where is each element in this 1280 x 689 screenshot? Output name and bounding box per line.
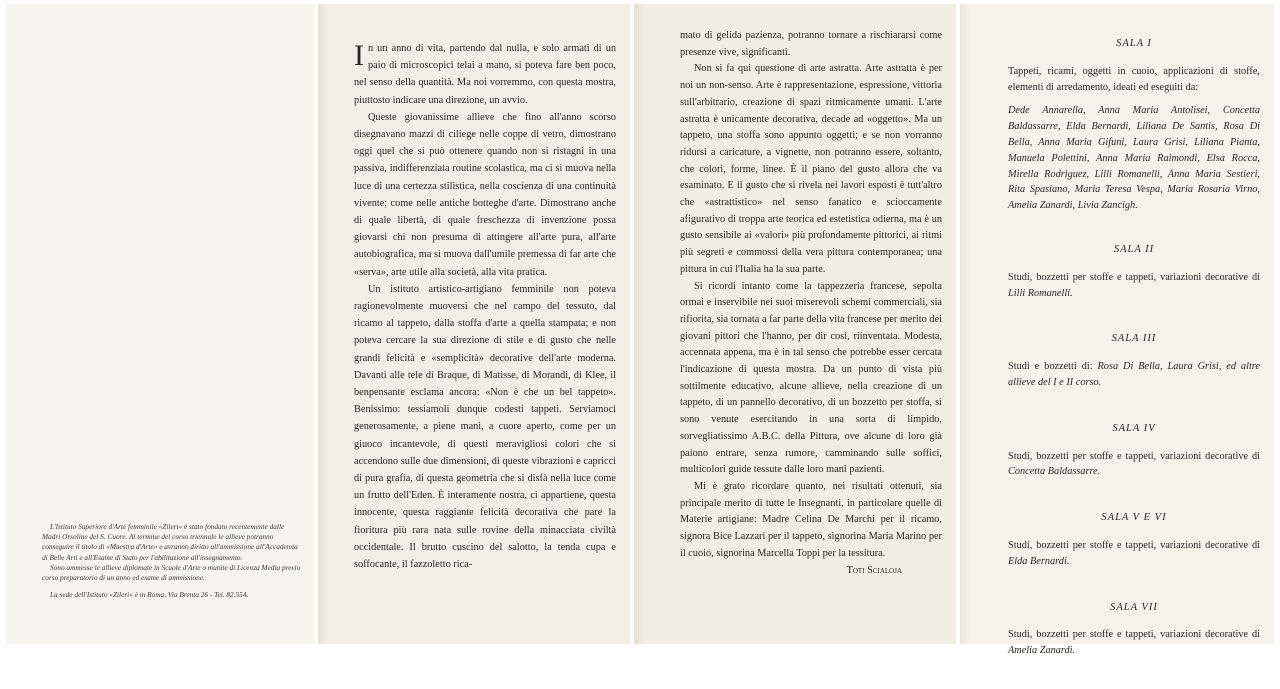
room-desc-text: Studi, bozzetti per stoffe e tappeti, variazioni decorative di xyxy=(1008,450,1260,462)
fold-shadow xyxy=(634,4,644,644)
room-artists: Amelia Zanardi. xyxy=(1008,645,1076,657)
room-desc-text: Studi, bozzetti per stoffe e tappeti, variazioni decorative di xyxy=(1008,539,1260,551)
room-1 xyxy=(1008,36,1260,214)
essay-paragraph-2: Queste giovanissime allieve che fino all'anno scorso disegnavano mazzi di ciliege nelle coppe di vetro, dimostrano oggi quel che si può ottenere quando non si ristagni in una passiva, indifferenziata routine scolastica, ma ci si muova nella luce di una certezza stilistica, nella coscienza di una continuità vivente; come nelle antiche botteghe d'arte. Dimostrano anche di quale libertà, di quale freschezza di invenzione possa giovarsi chi non presuma di attingere all'arte pura, all'arte autobiografica, ma si muova dall'umile premessa di far arte che «serva», arte utile alla società, alla vita pratica. xyxy=(354,111,616,278)
colophon-paragraph-1: L'Istituto Superiore d'Arte femminile «Zileri» è stato fondato recentemente dalle Madri Orsoline del S. Cuore. Al termine del corso triennale le allieve potranno conseguire il titolo di «Maestra d'Arte» e avranno diritto all'ammissione all'Accademia di Belle Arti e all'Esame di Stato per l'abilitazione all'insegnamento. xyxy=(42,522,298,562)
room-description xyxy=(1008,538,1260,570)
room-artists: Rosa Di Bella, Laura Grisi, ed altre allieve del I e II corso. xyxy=(1008,361,1261,388)
room-description xyxy=(1008,359,1260,391)
room-desc-text: Studi, bozzetti per stoffe e tappeti, variazioni decorative di xyxy=(1008,629,1260,641)
essay-paragraph-5: Non si fa qui questione di arte astratta. Arte astratta è per noi un non-senso. Arte è rappresentazione, espressione, vittoria sull'arbitrario, creazione di spazi ritmicamente umani. L'arte astratta è unicamente decorativa, decade ad «oggetto». Ma un tappeto, una stoffa sono appunto oggetti; e se non vorranno ridursi a caricature, a vignette, non potranno essere, soltanto, che colori, forme, linee. È il piano del gusto allora che va esaminato. E il gusto che si rivela nei lavori esposti è tutt'altro che «astrattistico» nel senso fanatico e scioccamente afigurativo di troppa arte teorica ed estetistica odierna, ma è un gusto sensibile ai «valori» più profondamente pittorici, ai ritmi più segreti e commossi della vera pittura contemporanea; una pittura in cui l'Italia ha la sua parte. xyxy=(680,63,942,275)
room-4 xyxy=(1008,421,1260,480)
essay-paragraph-1-text: n un anno di vita, partendo dal nulla, e solo armati di un paio di microscopici telai a mano, si poteva fare ben poco, nel senso della quantità. Ma noi vorremmo, con questa mostra, piuttosto indicare una direzione, un avvio. xyxy=(354,43,616,106)
room-2 xyxy=(1008,242,1260,301)
room-title: SALA III xyxy=(1111,333,1157,345)
fold-shadow xyxy=(318,4,328,644)
room-description xyxy=(1008,449,1260,481)
room-5-6 xyxy=(1008,510,1260,569)
room-artists: Lilli Romanelli. xyxy=(1008,287,1073,299)
panel-essay-2 xyxy=(634,4,956,644)
room-description xyxy=(1008,270,1260,302)
essay-column-2 xyxy=(680,28,942,579)
room-title: SALA IV xyxy=(1112,422,1156,434)
panel-rooms xyxy=(960,4,1274,657)
essay-paragraph-6: Si ricordi intanto come la tappezzeria francese, sepolta ormai e inservibile nei suoi miserevoli schemi commerciali, sia rifiorita, sia tornata a far parte della vita francese per merito dei giovani pittori che l'hanno, per dir così, riinventata. Modesta, accennata appena, ma è in tal senso che potrebbe esser cercata l'indicazione di questa mostra. Da un punto di vista più sottilmente educativo, alcune allieve, nella creazione di un tappeto, di un pannello decorativo, di un bozzetto per stoffa, si sono venute esercitando in una sorta di limpido, sorvegliatissimo A.B.C. della Pittura, ove alcune di loro già paiono entrare, senza rumore, camminando sulle soffici, multicolori guide tessute dalle loro mani pazienti. xyxy=(680,280,942,476)
essay-paragraph-3: Un istituto artistico-artigiano femminile non poteva ragionevolmente muoversi che nel campo del tessuto, dal ricamo al tappeto, dalla stoffa d'arte a quella stampata; e non poteva cercare la sua direzione di stile e di gusto che nelle grandi felicità e «semplicità» decorative dell'arte moderna. Davanti alle tele di Braque, di Matisse, di Morandi, di Klee, il benpensante esclama ancora: «Non è che un bel tappeto». Benissimo: tessiamoli dunque codesti tappeti. Serviamoci generosamente, a piene mani, a cuore aperto, come per un giuoco incantevole, di questi meravigliosi colori che si accendono sulle due dimensioni, di queste vibrazioni e capricci di pura grafia, di questa geometria che si disfà nella luce come un frutto dell'Eden. È interamente nostra, ci appartiene, questa innocente, questa raggiante felicità decorativa che pare la fioritura più rara nata sulle rovine della minacciata civiltà occidentale. Il brutto cuscino del salotto, la tenda cupa e soffocante, il fazzoletto rica- xyxy=(354,283,616,571)
essay-column-1 xyxy=(354,40,616,573)
room-title: SALA V E VI xyxy=(1101,512,1167,524)
room-title: SALA II xyxy=(1113,243,1155,255)
room-desc-text: Studi, bozzetti per stoffe e tappeti, variazioni decorative di xyxy=(1008,271,1260,283)
room-title: SALA I xyxy=(1116,38,1152,49)
room-artists: Dede Annarella, Anna Maria Antolisei, Concetta Baldassarre, Elda Bernardi, Liliana De Santis, Rosa Di Bella, Anna Maria Gifuni, Laura Grisi, Liliana Pianta, Manuela Polettini, Anna Maria Raimondi, Elsa Rocca, Mirella Rodriguez, Lilli Romanelli, Anna Maria Sestieri, Rita Spasiano, Maria Teresa Vespa, Maria Rosaria Virno, Amelia Zanardi, Livia Zancigh. xyxy=(1008,105,1260,212)
room-artists: Elda Bernardi. xyxy=(1008,555,1070,567)
room-title: SALA VII xyxy=(1110,601,1158,613)
fold-shadow xyxy=(960,4,970,644)
panel-essay-1 xyxy=(318,4,630,644)
panel-colophon xyxy=(6,4,314,644)
room-3 xyxy=(1008,331,1260,390)
author-signature: Toti Scialoja xyxy=(846,564,902,576)
drop-cap: I xyxy=(354,39,364,72)
room-7 xyxy=(1008,600,1260,659)
colophon xyxy=(42,522,302,600)
room-description: Tappeti, ricami, oggetti in cuoio, applicazioni di stoffe, elementi di arredamento, ideati ed eseguiti da: xyxy=(1008,65,1260,93)
colophon-paragraph-2: Sono ammesse le allieve diplomate in Scuole d'Arte o munite di Licenza Media previo corso preparatorio di un anno ed esame di ammissione. xyxy=(42,562,301,583)
essay-paragraph-1 xyxy=(354,40,616,109)
room-artists: Concetta Baldassarre. xyxy=(1008,466,1101,478)
essay-paragraph-4: mato di gelida pazienza, potranno tornare a rischiararsi come presenze vive, significanti. xyxy=(680,30,942,58)
room-desc-text: Studi e bozzetti di: xyxy=(1008,361,1093,373)
colophon-address: La sede dell'Istituto «Zileri» è in Roma, Via Brenta 26 - Tel. 82.554. xyxy=(50,590,249,600)
essay-paragraph-7: Mi è grato ricordare quanto, nei risultati ottenuti, sia principale merito di tutte le Insegnanti, in particolare quelle di Materie artigiane: Madre Celina De Marchi per il ricamo, signora Bice Lazzari per il tappeto, signorina Maria Marino per il cuoio, signorina Marcella Toppi per la tessitura. xyxy=(680,480,942,559)
rooms-list xyxy=(1008,36,1260,689)
room-description xyxy=(1008,627,1260,659)
